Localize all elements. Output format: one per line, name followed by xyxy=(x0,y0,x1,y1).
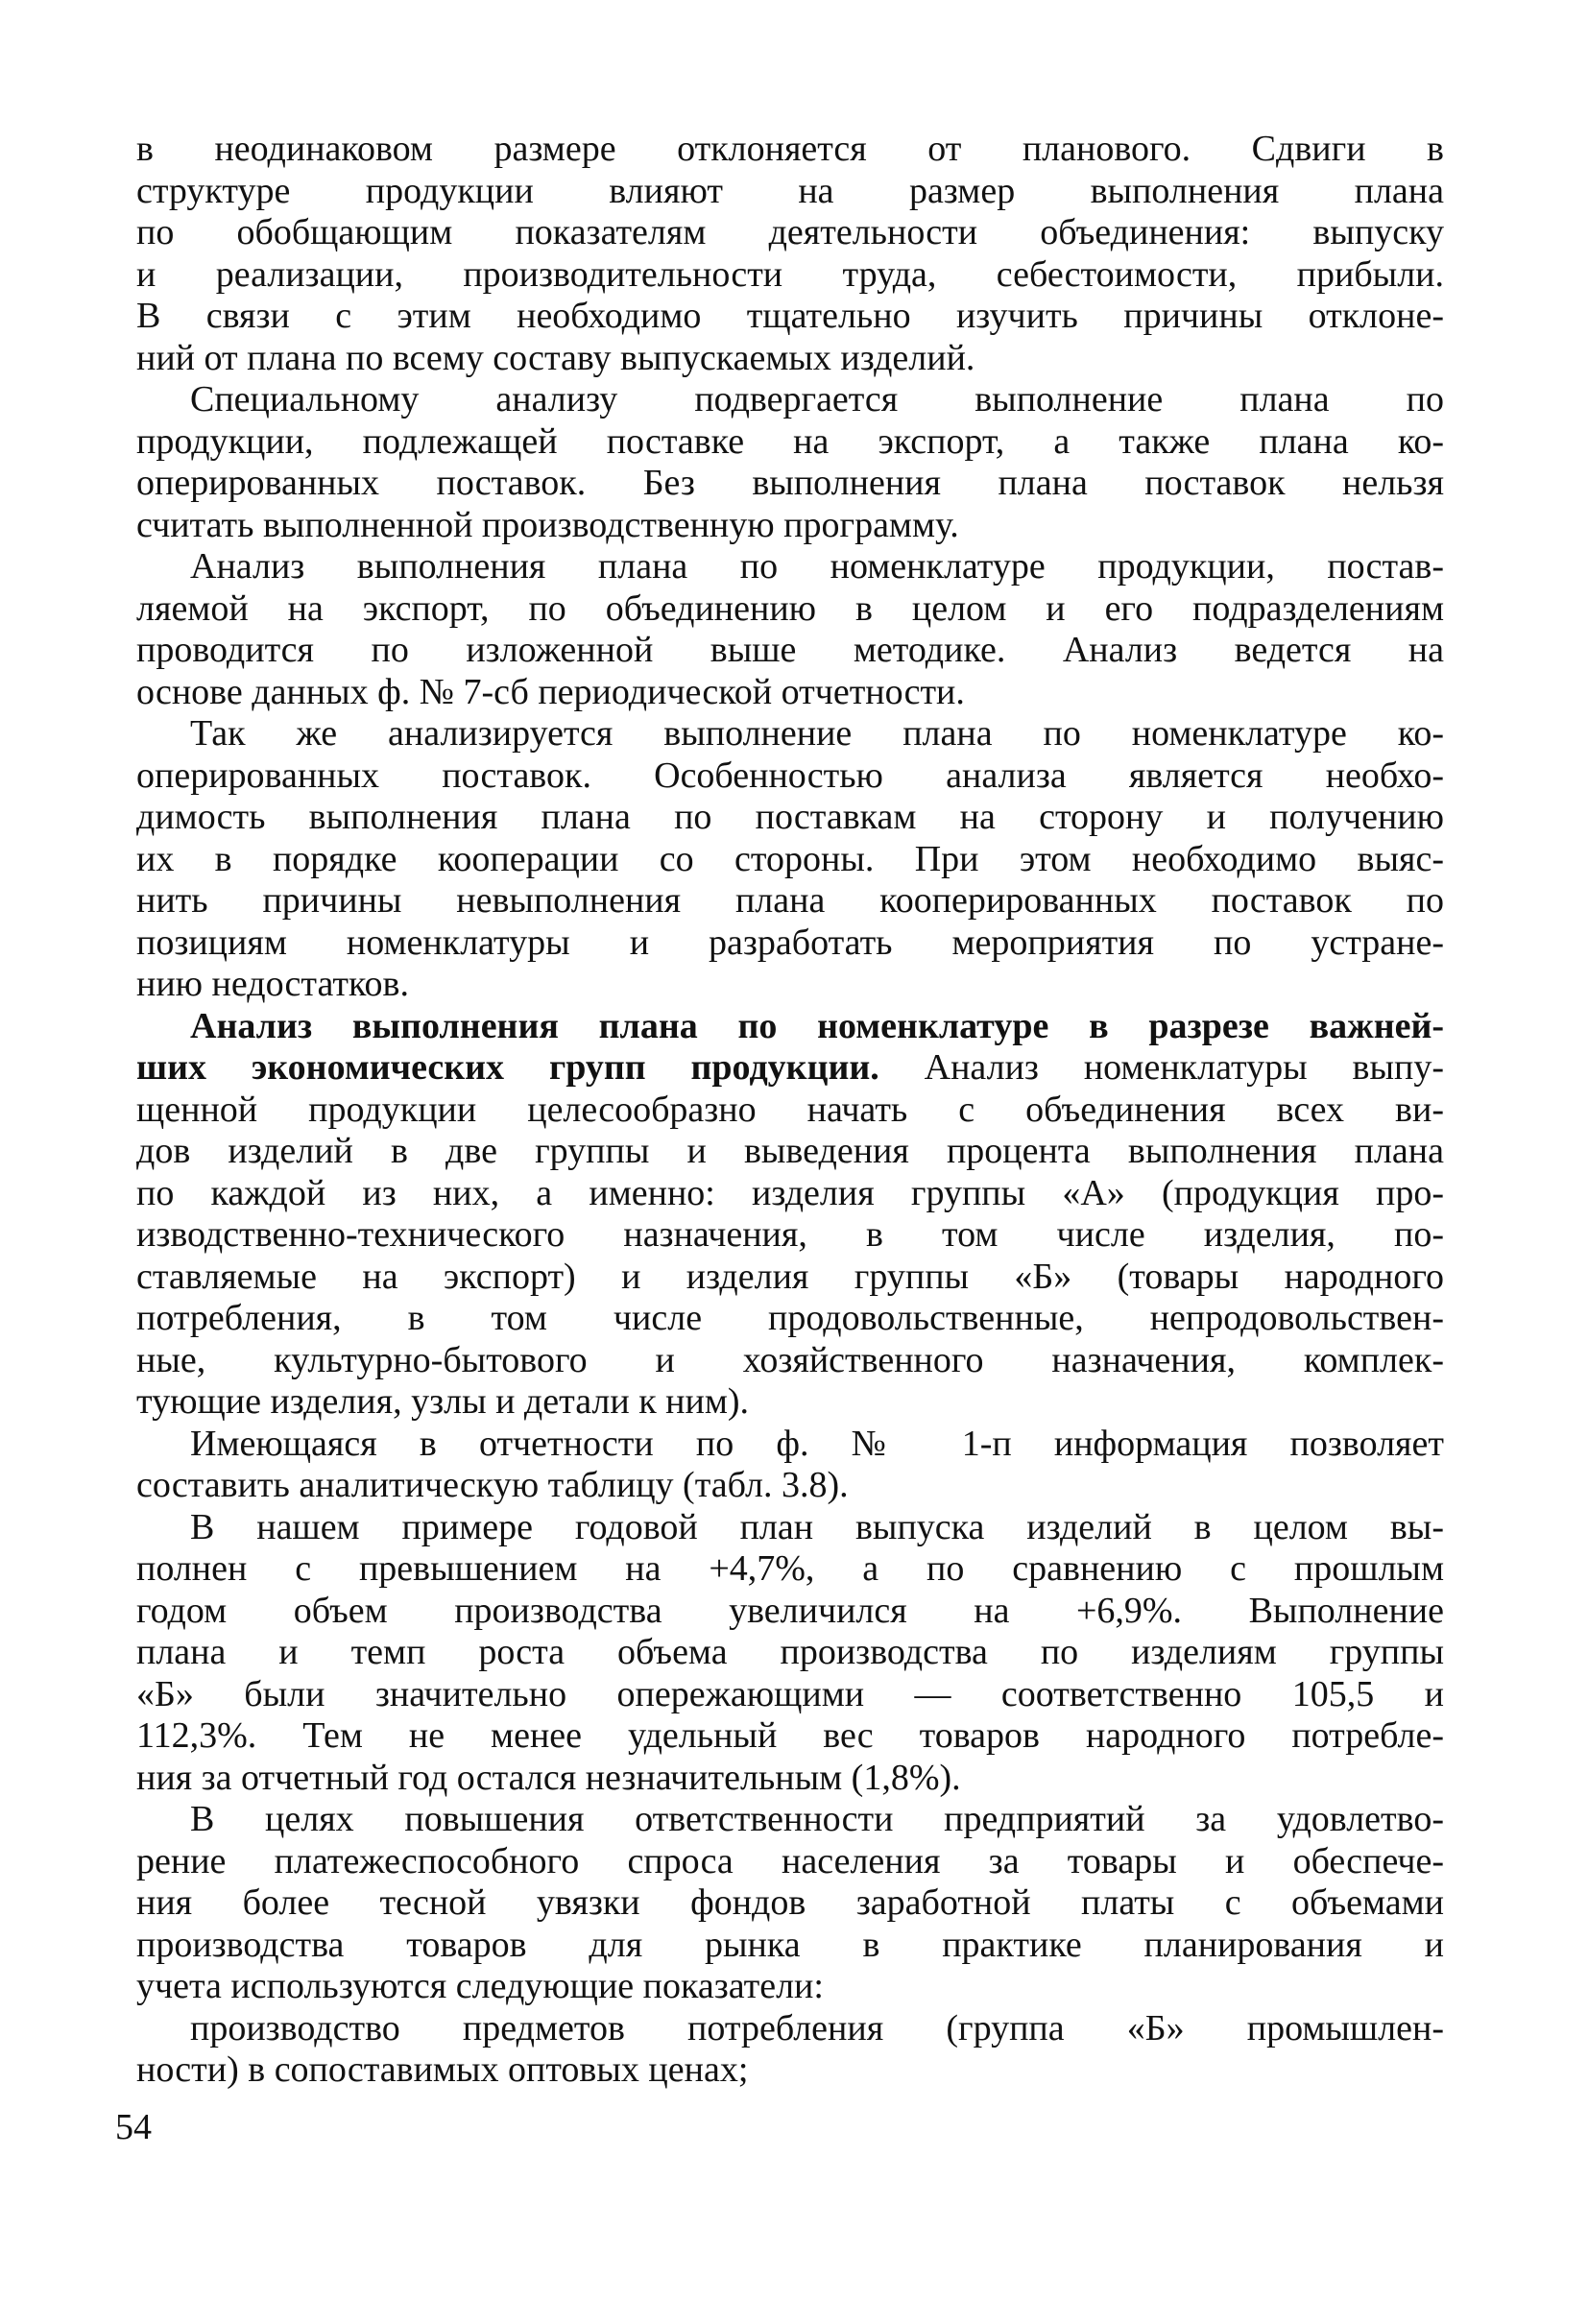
text-run: Анализ номенклатуры выпу- xyxy=(878,1047,1444,1088)
paragraph xyxy=(136,129,1444,379)
text-line xyxy=(136,1047,1444,1090)
text-line: ний от плана по всему составу выпускаемых изделий. xyxy=(136,337,975,378)
text-line: оперированных поставок. Без выполнения плана поставок нельзя xyxy=(136,463,1444,503)
text-line: по каждой из них, а именно: изделия группы «А» (продукция про- xyxy=(136,1172,1444,1213)
text-line: ния за отчетный год остался незначительным (1,8%). xyxy=(136,1757,961,1798)
text-line: годом объем производства увеличился на +6,9%. Выполнение xyxy=(136,1590,1444,1631)
text-line: Так же анализируется выполнение плана по номенклатуре ко- xyxy=(190,713,1444,754)
text-line: производства товаров для рынка в практике планирования и xyxy=(136,1924,1444,1965)
text-line: димость выполнения плана по поставкам на сторону и получению xyxy=(136,797,1444,837)
text-line: составить аналитическую таблицу (табл. 3.8). xyxy=(136,1465,849,1505)
text-line: ности) в сопоставимых оптовых ценах; xyxy=(136,2049,749,2090)
text-line: считать выполненной производственную программу. xyxy=(136,504,959,545)
text-line: ния более тесной увязки фондов заработной платы с объемами xyxy=(136,1882,1444,1923)
text-line: нить причины невыполнения плана кооперированных поставок по xyxy=(136,880,1444,921)
page-number: 54 xyxy=(115,2107,152,2147)
text-line: В нашем примере годовой план выпуска изделий в целом вы- xyxy=(190,1506,1444,1547)
text-line: рение платежеспособного спроса населения за товары и обеспече- xyxy=(136,1840,1444,1881)
paragraph xyxy=(136,379,1444,546)
page-body-text xyxy=(136,129,1444,2092)
text-line: и реализации, производительности труда, себестоимости, прибыли. xyxy=(136,253,1444,295)
text-line: потребления, в том числе продовольственные, непродовольствен- xyxy=(136,1298,1444,1338)
text-line: по обобщающим показателям деятельности объединения: выпуску xyxy=(136,212,1444,252)
text-line: В целях повышения ответственности предприятий за удовлетво- xyxy=(190,1799,1444,1839)
text-line: производство предметов потребления (группа «Б» промышлен- xyxy=(190,2007,1444,2048)
bold-heading-text: ших экономических групп продукции. xyxy=(136,1047,879,1088)
text-line: 112,3%. Тем не менее удельный вес товаров народного потребле- xyxy=(136,1715,1444,1756)
text-line: «Б» были значительно опережающими — соответственно 105,5 и xyxy=(136,1673,1444,1714)
paragraph xyxy=(136,2008,1444,2092)
text-line: продукции, подлежащей поставке на экспорт, а также плана ко- xyxy=(136,420,1444,462)
text-line: учета используются следующие показатели: xyxy=(136,1966,824,2006)
text-line: полнен с превышением на +4,7%, а по сравнению с прошлым xyxy=(136,1548,1444,1589)
text-line: дов изделий в две группы и выведения процента выполнения плана xyxy=(136,1131,1444,1171)
text-line: изводственно-технического назначения, в том числе изделия, по- xyxy=(136,1214,1444,1255)
text-line: щенной продукции целесообразно начать с объединения всех ви- xyxy=(136,1089,1444,1130)
text-line: тующие изделия, узлы и детали к ним). xyxy=(136,1381,750,1422)
bold-heading-text: Анализ выполнения плана по номенклатуре в разрезе важней- xyxy=(190,1005,1444,1046)
text-line: позициям номенклатуры и разработать мероприятия по устране- xyxy=(136,922,1444,963)
text-line: Специальному анализу подвергается выполнение плана по xyxy=(190,379,1444,419)
text-line: основе данных ф. № 7-сб периодической отчетности. xyxy=(136,671,965,712)
text-line: структуре продукции влияют на размер выполнения плана xyxy=(136,170,1444,211)
text-line: ставляемые на экспорт) и изделия группы «Б» (товары народного xyxy=(136,1256,1444,1297)
paragraph xyxy=(136,1006,1444,1424)
paragraph xyxy=(136,1507,1444,1800)
text-line xyxy=(136,1006,1444,1048)
text-line: Анализ выполнения плана по номенклатуре продукции, постав- xyxy=(190,546,1444,587)
text-line: их в порядке кооперации со стороны. При этом необходимо выяс- xyxy=(136,838,1444,879)
paragraph xyxy=(136,1424,1444,1507)
text-line: в неодинаковом размере отклоняется от планового. Сдвиги в xyxy=(136,129,1444,169)
text-line: оперированных поставок. Особенностью анализа является необхо- xyxy=(136,755,1444,796)
paragraph xyxy=(136,546,1444,713)
paragraph xyxy=(136,1799,1444,2008)
text-line: Имеющаяся в отчетности по ф. № 1-п информация позволяет xyxy=(190,1423,1444,1464)
text-line: В связи с этим необходимо тщательно изучить причины отклоне- xyxy=(136,296,1444,336)
text-line: нию недостатков. xyxy=(136,964,409,1004)
text-line: проводится по изложенной выше методике. Анализ ведется на xyxy=(136,630,1444,670)
text-line: ляемой на экспорт, по объединению в целом и его подразделениям xyxy=(136,587,1444,629)
text-line: ные, культурно-бытового и хозяйственного назначения, комплек- xyxy=(136,1339,1444,1380)
text-line: плана и темп роста объема производства по изделиям группы xyxy=(136,1632,1444,1672)
paragraph xyxy=(136,713,1444,1006)
